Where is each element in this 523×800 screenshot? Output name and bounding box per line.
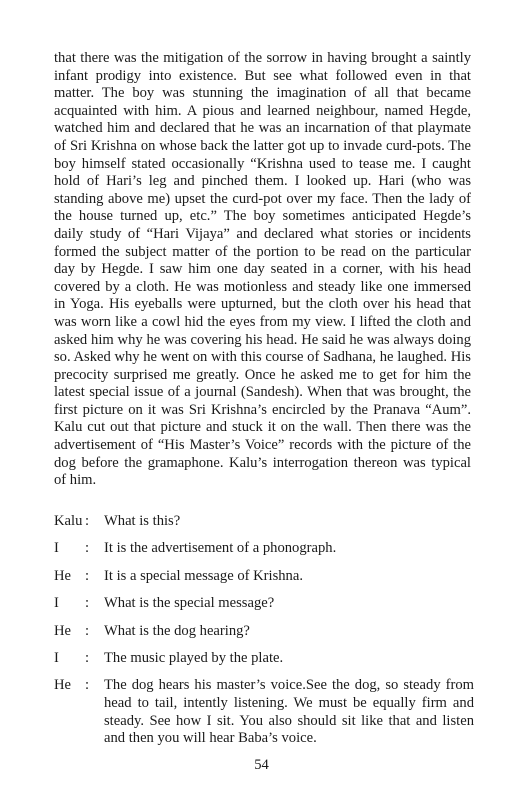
dialogue-line xyxy=(54,595,474,613)
dialogue-line xyxy=(54,650,474,668)
dialogue-speaker: He xyxy=(54,567,72,584)
dialogue-text: The music played by the plate. xyxy=(104,649,284,666)
dialogue-text: It is a special message of Krishna. xyxy=(104,567,303,584)
dialogue-speaker: I xyxy=(54,649,59,666)
dialogue-block xyxy=(54,513,474,748)
page-number: 54 xyxy=(254,757,269,773)
dialogue-text: What is this? xyxy=(104,513,181,529)
dialogue-speaker: I xyxy=(54,540,59,557)
dialogue-line xyxy=(54,677,474,747)
dialogue-text: What is the dog hearing? xyxy=(104,622,250,639)
dialogue-text: The dog hears his master’s voice.See the dog, so steady from head to tail, intently listening. We must be equally firm and steady. See how I sit. You also should sit like that and listen and then you will hear Baba’s voice. xyxy=(104,677,474,747)
dialogue-colon: : xyxy=(85,622,90,639)
dialogue-line xyxy=(54,623,474,641)
dialogue-colon: : xyxy=(85,567,90,584)
dialogue-colon: : xyxy=(85,677,90,694)
dialogue-line xyxy=(54,540,474,558)
dialogue-speaker: Kalu xyxy=(54,513,83,529)
dialogue-colon: : xyxy=(85,595,90,612)
dialogue-text: It is the advertisement of a phonograph. xyxy=(104,540,337,557)
dialogue-line xyxy=(54,568,474,586)
dialogue-line xyxy=(54,513,474,531)
dialogue-colon: : xyxy=(85,649,90,666)
dialogue-speaker: I xyxy=(54,595,59,612)
dialogue-colon: : xyxy=(85,513,90,529)
dialogue-colon: : xyxy=(85,540,90,557)
dialogue-speaker: He xyxy=(54,677,72,694)
body-paragraph: that there was the mitigation of the sorrow in having brought a saintly infant prodigy into existence. But see what followed even in that matter. The boy was stunning the imagination of all that became acquainted with him. A pious and learned neighbour, named Hegde, watched him and declared that he was an incarnation of that playmate of Sri Krishna on whose back the latter got up to invade curd-pots. The boy himself stated occasionally “Krishna used to tease me. I caught hold of Hari’s leg and pinched them. I looked up. Hari (who was standing above me) upset the curd-pot over my face. Then the lady of the house turned up, etc.” The boy sometimes anticipated Hegde’s daily study of “Hari Vijaya” and declared what stories or incidents formed the subject matter of the portion to be read on the particular day by Hegde. I saw him one day seated in a corner, with his head covered by a cloth. He was motionless and steady like one immersed in Yoga. His eyeballs were upturned, but the cloth over his head that was worn like a cowl hid the eyes from my view. I lifted the cloth and asked him why he was covering his head. He said he was always doing so. Asked why he went on with this course of Sadhana, he laughed. His precocity surprised me greatly. Once he asked me to get for him the latest special issue of a journal (Sandesh). When that was brought, the first picture on it was Sri Krishna’s encircled by the Pranava “Aum”. Kalu cut out that picture and stuck it on the wall. Then there was the advertisement of “His Master’s Voice” records with the picture of the dog before the gramaphone. Kalu’s interrogation thereon was typical of him. xyxy=(54,50,471,489)
dialogue-text: What is the special message? xyxy=(104,595,275,612)
dialogue-speaker: He xyxy=(54,622,72,639)
